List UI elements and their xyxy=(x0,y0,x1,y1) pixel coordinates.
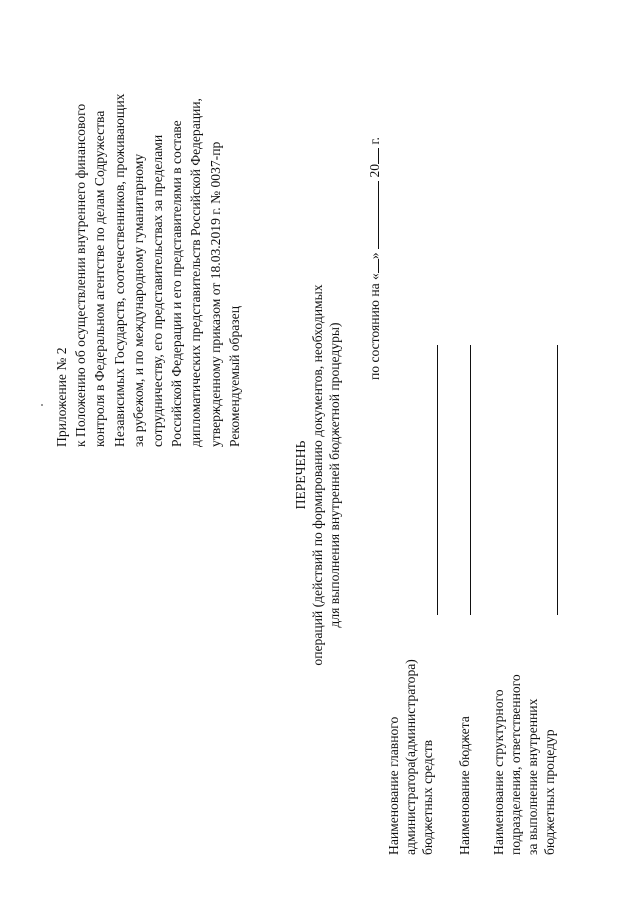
budget-field-label xyxy=(456,716,473,855)
appendix-line: Приложение № 2 xyxy=(54,347,69,447)
appendix-line: утвержденному приказом от 18.03.2019 г. № 0037-пр xyxy=(207,141,223,447)
appendix-line: сотрудничеству, его представительствах за пределами xyxy=(150,134,166,447)
admin-label-line: бюджетных средств xyxy=(420,739,435,855)
year-suffix: г. xyxy=(367,137,382,145)
year-prefix: 20 xyxy=(367,163,382,178)
title-line-1: операций (действий по формированию документов, необходимых xyxy=(310,284,325,666)
month-blank xyxy=(378,181,379,249)
document-title xyxy=(292,225,343,725)
admin-label-line: Наименование главного xyxy=(386,716,401,855)
appendix-header xyxy=(52,47,244,447)
division-field-label xyxy=(490,674,558,855)
as-of-date-line xyxy=(367,137,383,380)
day-blank xyxy=(378,259,379,273)
appendix-line: Независимых Государств, соотечественников, проживающих xyxy=(111,93,127,447)
scan-speck xyxy=(41,404,43,406)
title-heading: ПЕРЕЧЕНЬ xyxy=(293,440,308,510)
division-label-line: за выполнение внутренних xyxy=(525,698,540,855)
appendix-line: к Положению об осуществлении внутреннего финансового xyxy=(73,103,89,447)
division-field-line xyxy=(557,345,558,615)
budget-label-line: Наименование бюджета xyxy=(457,716,472,855)
division-label-line: Наименование структурного xyxy=(491,689,506,855)
appendix-line: Рекомендуемый образец xyxy=(226,306,242,447)
division-label-line: подразделения, ответственного xyxy=(508,674,523,855)
admin-field-line xyxy=(437,345,438,615)
budget-field-line xyxy=(470,345,471,615)
admin-field-label xyxy=(385,659,436,855)
division-label-line: бюджетных процедур xyxy=(542,729,557,855)
date-prefix: по состоянию на « xyxy=(367,273,382,380)
year-blank xyxy=(378,148,379,164)
title-line-2: для выполнения внутренней бюджетной процедуры) xyxy=(327,322,342,628)
date-close-quote: » xyxy=(367,252,382,260)
admin-label-line: администратора(администратора) xyxy=(403,659,418,855)
appendix-line: контроля в Федеральном агентстве по делам Содружества xyxy=(92,110,108,447)
appendix-line: Российской Федерации и его представителями в составе xyxy=(169,120,185,447)
appendix-line: дипломатических представительств Российской Федерации, xyxy=(188,98,204,447)
appendix-line: за рубежом, и по международному гуманитарному xyxy=(130,153,146,447)
